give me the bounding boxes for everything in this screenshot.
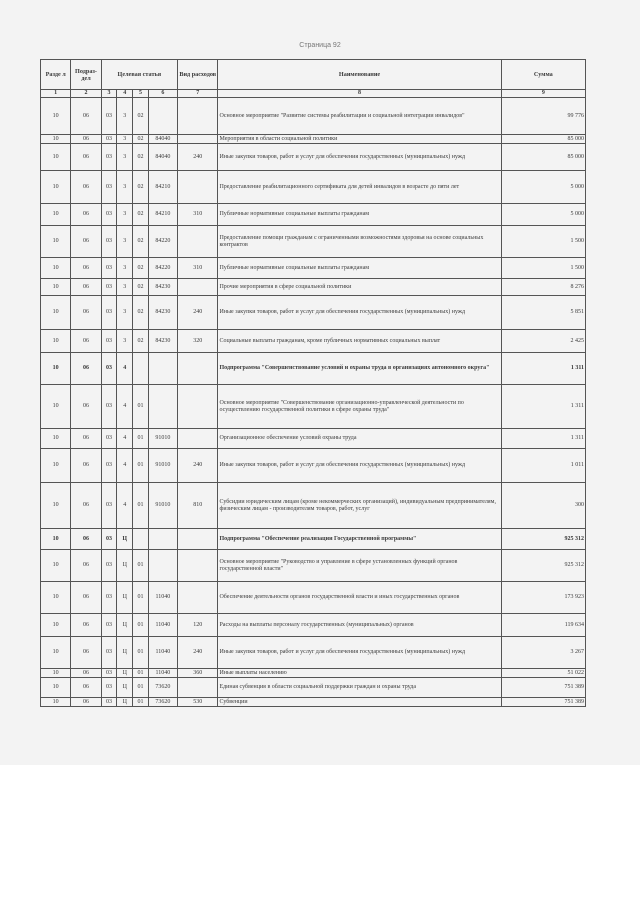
table-row [41, 330, 586, 353]
cell-target-2: Ц [117, 550, 133, 582]
cell-podrazdel: 06 [71, 698, 101, 707]
cell-target-2: 4 [117, 429, 133, 449]
cell-sum: 3 267 [501, 637, 585, 669]
cell-target-3: 02 [133, 98, 149, 135]
table-row [41, 550, 586, 582]
cell-razdel: 10 [41, 637, 71, 669]
cell-target-2: 3 [117, 98, 133, 135]
cell-target-4: 84210 [148, 171, 177, 204]
cell-target-1: 03 [101, 279, 117, 296]
table-row [41, 204, 586, 226]
cell-target-4 [148, 550, 177, 582]
cell-target-4 [148, 98, 177, 135]
cell-target-2: 3 [117, 330, 133, 353]
table-row [41, 385, 586, 429]
cell-name: Подпрограмма "Совершенствование условий и охраны труда в организациях автономного округа" [218, 353, 501, 385]
cell-podrazdel: 06 [71, 144, 101, 171]
cell-target-4 [148, 385, 177, 429]
table-row [41, 582, 586, 614]
cell-razdel: 10 [41, 529, 71, 550]
cell-target-3: 01 [133, 385, 149, 429]
cell-name: Иные закупки товаров, работ и услуг для обеспечения государственных (муниципальных) нужд [218, 449, 501, 483]
cell-name: Обеспечение деятельности органов государственной власти и иных государственных органов [218, 582, 501, 614]
cell-sum: 925 312 [501, 529, 585, 550]
cell-target-1: 03 [101, 429, 117, 449]
cell-target-3: 01 [133, 582, 149, 614]
cell-podrazdel: 06 [71, 614, 101, 637]
cell-target-4: 73620 [148, 678, 177, 698]
cell-target-2: 3 [117, 171, 133, 204]
cell-target-1: 03 [101, 614, 117, 637]
cell-podrazdel: 06 [71, 449, 101, 483]
cell-vid [178, 582, 218, 614]
table-row [41, 279, 586, 296]
cell-target-1: 03 [101, 550, 117, 582]
col-number: 5 [133, 90, 149, 98]
cell-vid: 120 [178, 614, 218, 637]
table-row [41, 483, 586, 529]
cell-vid: 530 [178, 698, 218, 707]
cell-vid: 310 [178, 258, 218, 279]
cell-target-1: 03 [101, 483, 117, 529]
budget-table [40, 59, 586, 707]
cell-sum: 99 776 [501, 98, 585, 135]
table-row [41, 353, 586, 385]
cell-target-3: 01 [133, 637, 149, 669]
cell-sum: 8 276 [501, 279, 585, 296]
cell-target-4: 11040 [148, 669, 177, 678]
cell-target-3: 02 [133, 144, 149, 171]
cell-target-1: 03 [101, 135, 117, 144]
cell-name: Иные закупки товаров, работ и услуг для обеспечения государственных (муниципальных) нужд [218, 637, 501, 669]
cell-name: Иные выплаты населению [218, 669, 501, 678]
cell-target-3: 02 [133, 279, 149, 296]
cell-vid: 240 [178, 296, 218, 330]
cell-podrazdel: 06 [71, 226, 101, 258]
cell-razdel: 10 [41, 144, 71, 171]
table-row [41, 144, 586, 171]
col-number: 6 [148, 90, 177, 98]
cell-target-1: 03 [101, 353, 117, 385]
cell-razdel: 10 [41, 296, 71, 330]
cell-vid: 360 [178, 669, 218, 678]
cell-sum: 1 311 [501, 385, 585, 429]
cell-podrazdel: 06 [71, 171, 101, 204]
cell-vid: 320 [178, 330, 218, 353]
table-row [41, 226, 586, 258]
cell-target-4 [148, 529, 177, 550]
cell-podrazdel: 06 [71, 353, 101, 385]
col-number: 4 [117, 90, 133, 98]
cell-target-4 [148, 353, 177, 385]
cell-target-2: 3 [117, 135, 133, 144]
table-row [41, 698, 586, 707]
cell-target-4: 11040 [148, 614, 177, 637]
cell-podrazdel: 06 [71, 135, 101, 144]
cell-target-3: 01 [133, 614, 149, 637]
cell-vid [178, 135, 218, 144]
cell-target-3: 01 [133, 550, 149, 582]
cell-razdel: 10 [41, 226, 71, 258]
cell-target-2: 3 [117, 226, 133, 258]
cell-target-4: 84040 [148, 144, 177, 171]
col-number: 9 [501, 90, 585, 98]
header-podrazdel: Подраз-дел [71, 60, 101, 90]
cell-podrazdel: 06 [71, 582, 101, 614]
cell-target-3: 02 [133, 258, 149, 279]
cell-vid [178, 678, 218, 698]
header-row [41, 60, 586, 90]
cell-target-4: 84210 [148, 204, 177, 226]
cell-sum: 5 851 [501, 296, 585, 330]
cell-podrazdel: 06 [71, 550, 101, 582]
cell-target-3: 01 [133, 483, 149, 529]
cell-name: Предоставление реабилитационного сертификата для детей инвалидов в возрасте до пяти лет [218, 171, 501, 204]
cell-target-2: 4 [117, 483, 133, 529]
table-row [41, 678, 586, 698]
cell-target-3 [133, 353, 149, 385]
cell-target-1: 03 [101, 698, 117, 707]
cell-sum: 51 022 [501, 669, 585, 678]
cell-target-3: 02 [133, 171, 149, 204]
cell-target-4: 84230 [148, 279, 177, 296]
cell-target-1: 03 [101, 449, 117, 483]
table-row [41, 171, 586, 204]
cell-sum: 300 [501, 483, 585, 529]
cell-razdel: 10 [41, 204, 71, 226]
cell-target-3: 02 [133, 330, 149, 353]
cell-target-4: 84230 [148, 296, 177, 330]
header-razdel: Разде л [41, 60, 71, 90]
cell-podrazdel: 06 [71, 296, 101, 330]
cell-target-1: 03 [101, 637, 117, 669]
cell-vid [178, 279, 218, 296]
cell-target-1: 03 [101, 258, 117, 279]
cell-target-4: 84220 [148, 258, 177, 279]
cell-sum: 85 000 [501, 135, 585, 144]
cell-razdel: 10 [41, 171, 71, 204]
cell-podrazdel: 06 [71, 98, 101, 135]
cell-target-2: 3 [117, 296, 133, 330]
cell-sum: 5 000 [501, 204, 585, 226]
col-number: 3 [101, 90, 117, 98]
cell-target-2: 3 [117, 204, 133, 226]
cell-razdel: 10 [41, 330, 71, 353]
cell-vid: 310 [178, 204, 218, 226]
cell-target-2: 3 [117, 279, 133, 296]
cell-sum: 1 311 [501, 353, 585, 385]
cell-target-3: 01 [133, 678, 149, 698]
cell-target-1: 03 [101, 226, 117, 258]
cell-vid [178, 429, 218, 449]
cell-target-1: 03 [101, 144, 117, 171]
cell-target-3: 01 [133, 698, 149, 707]
table-row [41, 135, 586, 144]
cell-target-2: 3 [117, 144, 133, 171]
cell-vid: 240 [178, 144, 218, 171]
header-vid: Вид расходов [178, 60, 218, 90]
cell-name: Иные закупки товаров, работ и услуг для обеспечения государственных (муниципальных) нужд [218, 296, 501, 330]
cell-target-3 [133, 529, 149, 550]
cell-target-4: 11040 [148, 582, 177, 614]
cell-vid [178, 171, 218, 204]
col-number: 7 [178, 90, 218, 98]
header-name: Наименование [218, 60, 501, 90]
cell-razdel: 10 [41, 669, 71, 678]
cell-podrazdel: 06 [71, 637, 101, 669]
cell-name: Иные закупки товаров, работ и услуг для обеспечения государственных (муниципальных) нужд [218, 144, 501, 171]
cell-target-1: 03 [101, 296, 117, 330]
table-body [41, 98, 586, 707]
cell-vid [178, 226, 218, 258]
col-number: 1 [41, 90, 71, 98]
cell-target-2: Ц [117, 678, 133, 698]
cell-razdel: 10 [41, 385, 71, 429]
cell-podrazdel: 06 [71, 330, 101, 353]
cell-sum: 1 500 [501, 226, 585, 258]
cell-target-2: Ц [117, 614, 133, 637]
cell-name: Основное мероприятие "Развитие системы реабилитации и социальной интеграции инвалидов" [218, 98, 501, 135]
cell-name: Основное мероприятие "Руководство и управление в сфере установленных функций органов государственной власти" [218, 550, 501, 582]
cell-target-1: 03 [101, 204, 117, 226]
cell-target-4: 84230 [148, 330, 177, 353]
col-number: 8 [218, 90, 501, 98]
cell-sum: 1 311 [501, 429, 585, 449]
cell-podrazdel: 06 [71, 258, 101, 279]
cell-name: Основное мероприятие "Совершенствование организационно-управленческой деятельности по осуществлению государственной политики в сфере охраны труда" [218, 385, 501, 429]
cell-target-4: 84040 [148, 135, 177, 144]
cell-target-4: 91010 [148, 429, 177, 449]
cell-razdel: 10 [41, 582, 71, 614]
cell-target-2: 4 [117, 385, 133, 429]
cell-vid [178, 529, 218, 550]
column-numbers-row [41, 90, 586, 98]
table-row [41, 529, 586, 550]
cell-target-4: 84220 [148, 226, 177, 258]
table-row [41, 258, 586, 279]
cell-razdel: 10 [41, 98, 71, 135]
cell-razdel: 10 [41, 614, 71, 637]
header-target: Целевая статья [101, 60, 177, 90]
cell-sum: 1 011 [501, 449, 585, 483]
cell-target-2: 3 [117, 258, 133, 279]
cell-razdel: 10 [41, 449, 71, 483]
cell-target-1: 03 [101, 669, 117, 678]
cell-vid: 810 [178, 483, 218, 529]
cell-target-4: 91010 [148, 483, 177, 529]
table-row [41, 449, 586, 483]
cell-podrazdel: 06 [71, 204, 101, 226]
cell-target-2: 4 [117, 353, 133, 385]
cell-name: Мероприятия в области социальной политики [218, 135, 501, 144]
cell-sum: 1 500 [501, 258, 585, 279]
cell-target-3: 02 [133, 204, 149, 226]
cell-name: Субвенции [218, 698, 501, 707]
cell-target-2: Ц [117, 698, 133, 707]
cell-vid [178, 550, 218, 582]
cell-sum: 751 389 [501, 698, 585, 707]
cell-target-2: Ц [117, 669, 133, 678]
table-row [41, 614, 586, 637]
cell-sum: 751 389 [501, 678, 585, 698]
cell-razdel: 10 [41, 279, 71, 296]
cell-podrazdel: 06 [71, 279, 101, 296]
table-row [41, 669, 586, 678]
cell-sum: 173 923 [501, 582, 585, 614]
cell-podrazdel: 06 [71, 385, 101, 429]
cell-podrazdel: 06 [71, 483, 101, 529]
cell-target-1: 03 [101, 582, 117, 614]
cell-name: Организационное обеспечение условий охраны труда [218, 429, 501, 449]
cell-target-1: 03 [101, 98, 117, 135]
cell-vid: 240 [178, 449, 218, 483]
table-row [41, 98, 586, 135]
cell-name: Субсидии юридическим лицам (кроме некоммерческих организаций), индивидуальным предпринимателям, физическим лицам - производителям товаров, работ, услуг [218, 483, 501, 529]
cell-podrazdel: 06 [71, 429, 101, 449]
cell-target-4: 91010 [148, 449, 177, 483]
cell-razdel: 10 [41, 258, 71, 279]
cell-razdel: 10 [41, 550, 71, 582]
cell-razdel: 10 [41, 698, 71, 707]
cell-name: Подпрограмма "Обеспечение реализации Государственной программы" [218, 529, 501, 550]
cell-podrazdel: 06 [71, 669, 101, 678]
table-row [41, 637, 586, 669]
cell-podrazdel: 06 [71, 529, 101, 550]
cell-target-3: 01 [133, 669, 149, 678]
cell-razdel: 10 [41, 483, 71, 529]
cell-razdel: 10 [41, 135, 71, 144]
cell-name: Прочие мероприятия в сфере социальной политики [218, 279, 501, 296]
cell-target-2: Ц [117, 637, 133, 669]
cell-razdel: 10 [41, 678, 71, 698]
cell-sum: 85 000 [501, 144, 585, 171]
cell-razdel: 10 [41, 353, 71, 385]
cell-target-1: 03 [101, 385, 117, 429]
cell-name: Предоставление помощи гражданам с ограниченными возможностями здоровья на основе социальных контрактов [218, 226, 501, 258]
cell-target-4: 73620 [148, 698, 177, 707]
cell-target-3: 01 [133, 449, 149, 483]
cell-target-3: 02 [133, 135, 149, 144]
cell-razdel: 10 [41, 429, 71, 449]
cell-vid [178, 353, 218, 385]
cell-target-1: 03 [101, 330, 117, 353]
table-row [41, 429, 586, 449]
cell-vid [178, 385, 218, 429]
cell-sum: 5 000 [501, 171, 585, 204]
cell-target-3: 02 [133, 296, 149, 330]
cell-sum: 925 312 [501, 550, 585, 582]
cell-sum: 119 634 [501, 614, 585, 637]
cell-target-3: 02 [133, 226, 149, 258]
table-row [41, 296, 586, 330]
cell-target-1: 03 [101, 171, 117, 204]
cell-target-2: Ц [117, 529, 133, 550]
cell-name: Единая субвенция в области социальной поддержки граждан и охраны труда [218, 678, 501, 698]
cell-sum: 2 425 [501, 330, 585, 353]
cell-vid [178, 98, 218, 135]
cell-name: Расходы на выплаты персоналу государственных (муниципальных) органов [218, 614, 501, 637]
cell-name: Публичные нормативные социальные выплаты гражданам [218, 204, 501, 226]
cell-target-1: 03 [101, 529, 117, 550]
cell-target-2: 4 [117, 449, 133, 483]
cell-target-2: Ц [117, 582, 133, 614]
cell-target-3: 01 [133, 429, 149, 449]
cell-name: Публичные нормативные социальные выплаты гражданам [218, 258, 501, 279]
col-number: 2 [71, 90, 101, 98]
cell-podrazdel: 06 [71, 678, 101, 698]
cell-name: Социальные выплаты гражданам, кроме публичных нормативных социальных выплат [218, 330, 501, 353]
cell-vid: 240 [178, 637, 218, 669]
header-sum: Сумма [501, 60, 585, 90]
cell-target-1: 03 [101, 678, 117, 698]
page-label: Страница 92 [299, 42, 341, 49]
cell-target-4: 11040 [148, 637, 177, 669]
